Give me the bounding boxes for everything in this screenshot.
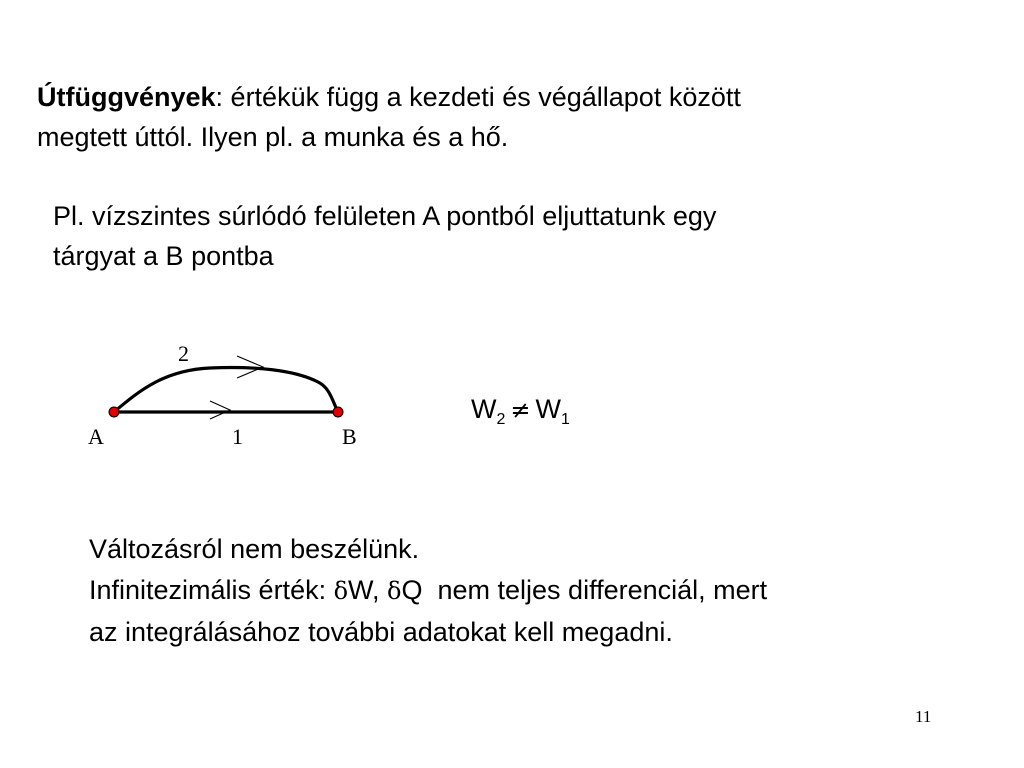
q-text: Q nem teljes differenciál, mert [401,575,768,605]
example-line-1: Pl. vízszintes súrlódó felületen A pontból eljuttatunk egy [53,201,717,231]
work-inequality [471,392,570,427]
conclusion-line-3: az integrálásához további adatokat kell megadni. [89,617,673,647]
not-equal-sign: ≠ [510,396,531,424]
infinitesimal-prefix: Infinitezimális érték: [89,575,334,605]
path-1-arrow [210,401,230,419]
path-2-curve [114,368,338,412]
work-1-subscript: 1 [560,411,570,428]
delta-symbol-q: δ [387,577,402,605]
path-2-label: 2 [178,341,189,366]
conclusion-paragraph [89,529,767,653]
definition-text: : értékük függ a kezdeti és végállapot között [215,82,741,112]
point-b-marker [333,407,343,417]
path-diagram [80,330,380,460]
example-line-2: tárgyat a B pontba [53,241,274,271]
definition-line-2: megtett úttól. Ilyen pl. a munka és a hő. [37,122,509,152]
definition-line-1 [37,77,741,117]
definition-paragraph [37,77,741,157]
work-2-symbol: W [471,394,497,424]
w-text: W, [348,575,388,605]
conclusion-line-2 [89,570,767,612]
conclusion-line-1: Változásról nem beszélünk. [89,534,420,564]
point-a-marker [109,407,119,417]
example-paragraph [53,196,716,276]
defined-term: Útfüggvények [37,82,216,112]
work-2-subscript: 2 [496,411,506,428]
path-1-label: 1 [232,424,243,449]
work-1-symbol: W [535,394,561,424]
point-b-label: B [342,424,357,449]
page-number: 11 [915,707,932,726]
point-a-label: A [88,424,104,449]
delta-symbol-w: δ [333,577,349,605]
